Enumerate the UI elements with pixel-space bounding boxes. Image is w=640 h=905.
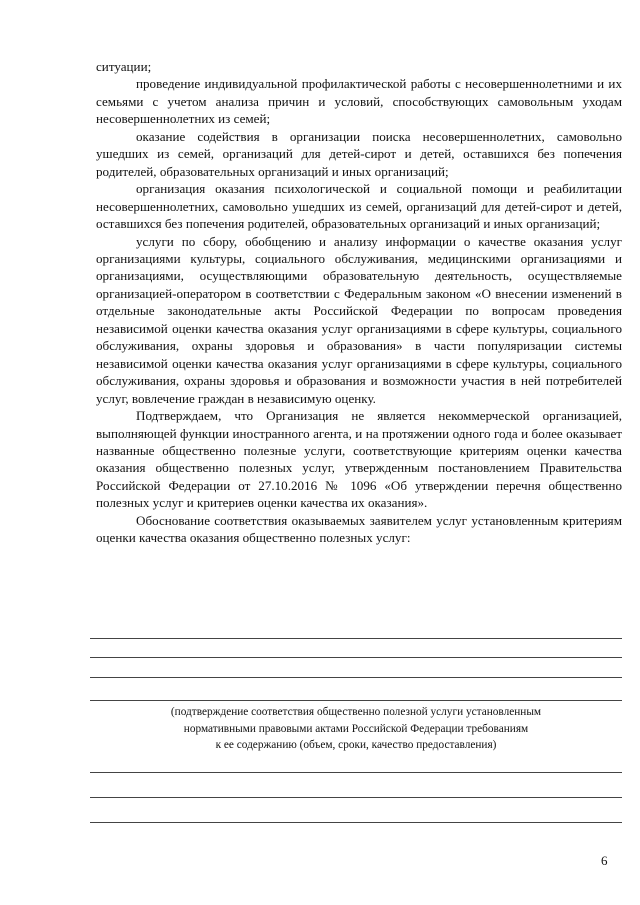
caption-line: нормативными правовыми актами Российской Федерации требованиям [183, 722, 529, 735]
caption-line: (подтверждение соответствия общественно полезной услуги установленным [170, 706, 542, 718]
paragraph-confirmation: Подтверждаем, что Организация не является некоммерческой организацией, выполняющей функции иностранного агента, и на протяжении одного года и более оказывает названные общественно полезные услуги, соответствующие критериям оценки качества оказания общественно полезных услуг, утвержденным постановлением Правительства Российской Федерации от 27.10.2016 № 1096 «Об утверждении перечня общественно полезных услуг и критериев оценки качества их оказания». [96, 408, 622, 511]
paragraph-justification: Обоснование соответствия оказываемых заявителем услуг установленным критериям оценки качества оказания общественно полезных услуг: [96, 512, 622, 546]
paragraph-search-assistance: оказание содействия в организации поиска несовершеннолетних, самовольно ушедших из семей, организаций для детей-сирот и детей, оставшихся без попечения родителей, образовательных организаций и иных организаций; [96, 128, 622, 179]
page-number: 6 [601, 853, 608, 868]
answer-line [90, 700, 622, 701]
answer-line [90, 657, 622, 658]
paragraph-situations: ситуации; [96, 59, 152, 74]
answer-line [90, 822, 622, 823]
answer-line [90, 638, 622, 639]
answer-line [90, 772, 622, 773]
paragraph-preventive-work: проведение индивидуальной профилактической работы с несовершеннолетними и их семьями с учетом анализа причин и условий, способствующих самовольным уходам несовершеннолетних из семей; [96, 76, 622, 127]
paragraph-information-services: услуги по сбору, обобщению и анализу информации о качестве оказания услуг организациями культуры, социального обслуживания, медицинскими организациями и организациями, осуществляющими образовательную деятельность, осуществляемые организацией-оператором в соответствии с Федеральным законом «О внесении изменений в отдельные законодательные акты Российской Федерации по вопросам проведения независимой оценки качества оказания услуг организациями в сфере культуры, социального обслуживания, охраны здоровья и образования» в части популяризации системы независимой оценки качества оказания услуг организациями в сфере культуры, социального обслуживания, охраны здоровья и образования и возможности участия в ней потребителей услуг, вовлечение граждан в независимую оценку. [96, 233, 622, 406]
paragraph-psychological-help: организация оказания психологической и социальной помощи и реабилитации несовершеннолетних, самовольно ушедших из семей, организаций для детей-сирот и детей, оставшихся без попечения родителей, образовательных организаций и иных организаций; [96, 181, 622, 232]
caption-line: к ее содержанию (объем, сроки, качество предоставления) [215, 739, 497, 752]
document-body [96, 58, 622, 547]
field-caption [90, 704, 622, 754]
answer-line [90, 677, 622, 678]
answer-line [90, 797, 622, 798]
